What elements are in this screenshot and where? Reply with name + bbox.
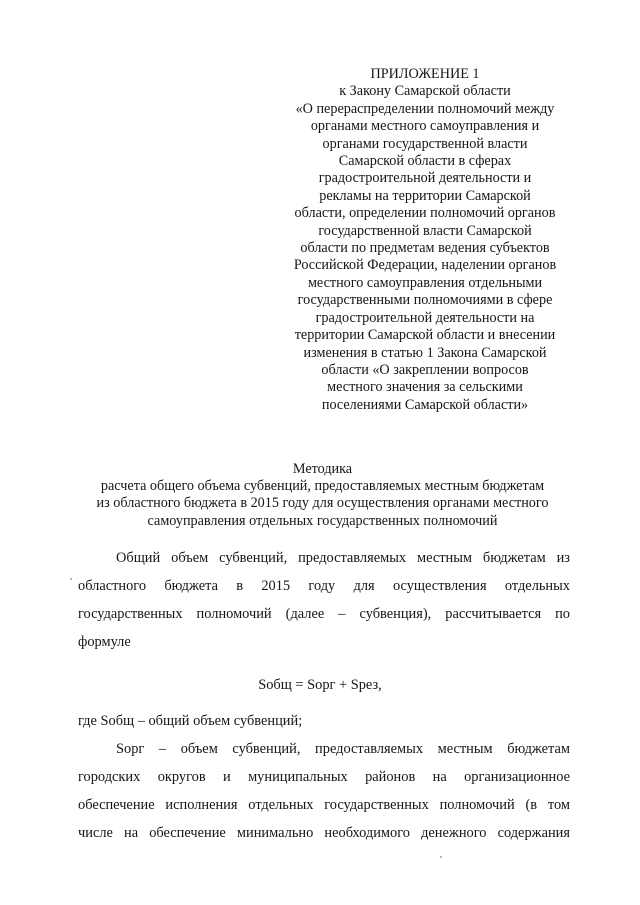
appendix-line: территории Самарской области и внесении xyxy=(294,327,556,344)
appendix-line: «О перераспределении полномочий между xyxy=(295,100,555,117)
appendix-line: области, определении полномочий органов xyxy=(294,205,556,222)
paragraph-line: формуле xyxy=(78,634,131,650)
appendix-line: градостроительной деятельности и xyxy=(318,170,532,187)
appendix-line: области по предметам ведения субъектов xyxy=(300,240,550,257)
paragraph-line: обеспечение исполнения отдельных государственных полномочий (в том xyxy=(78,797,570,813)
method-subtitle-line: из областного бюджета в 2015 году для осуществления органами местного xyxy=(96,495,549,512)
appendix-line: органами местного самоуправления и xyxy=(310,118,540,135)
appendix-title: ПРИЛОЖЕНИЕ 1 xyxy=(370,66,480,82)
appendix-line: государственными полномочиями в сфере xyxy=(297,292,553,309)
method-heading: Методика xyxy=(292,461,353,477)
appendix-line: государственной власти Самарской xyxy=(318,222,532,239)
method-subtitle-line: расчета общего объема субвенций, предоставляемых местным бюджетам xyxy=(100,478,545,495)
appendix-header xyxy=(280,66,570,414)
paragraph-line: Sорг – объем субвенций, предоставляемых местным бюджетам xyxy=(116,741,570,757)
formula: Sобщ = Sорг + Sрез, xyxy=(258,677,382,693)
appendix-line: местного самоуправления отдельными xyxy=(307,274,543,291)
appendix-line: градостроительной деятельности на xyxy=(315,309,535,326)
appendix-line: поселениями Самарской области» xyxy=(321,396,529,413)
appendix-line: изменения в статью 1 Закона Самарской xyxy=(303,344,547,361)
appendix-line: Самарской области в сферах xyxy=(338,153,512,170)
method-title-block xyxy=(60,461,585,530)
paragraph-line: Общий объем субвенций, предоставляемых местным бюджетам из xyxy=(116,550,570,566)
method-subtitle-line: самоуправления отдельных государственных полномочий xyxy=(147,512,498,529)
appendix-line: рекламы на территории Самарской xyxy=(319,187,531,204)
appendix-line: местного значения за сельскими xyxy=(327,379,523,396)
scan-speck xyxy=(70,578,72,580)
paragraph-line: числе на обеспечение минимально необходимого денежного содержания xyxy=(78,825,570,841)
paragraph-line: городских округов и муниципальных районов на организационное xyxy=(78,769,570,785)
appendix-line: области «О закреплении вопросов xyxy=(321,361,529,378)
paragraph-line: областного бюджета в 2015 году для осуществления отдельных xyxy=(78,578,570,594)
appendix-line: к Закону Самарской области xyxy=(339,83,511,100)
scan-speck xyxy=(440,856,442,858)
appendix-line: органами государственной власти xyxy=(322,135,528,152)
appendix-line: Российской Федерации, наделении органов xyxy=(293,257,557,274)
paragraph-line: государственных полномочий (далее – субвенция), рассчитывается по xyxy=(78,606,570,622)
definition-line: где Sобщ – общий объем субвенций; xyxy=(78,713,303,729)
